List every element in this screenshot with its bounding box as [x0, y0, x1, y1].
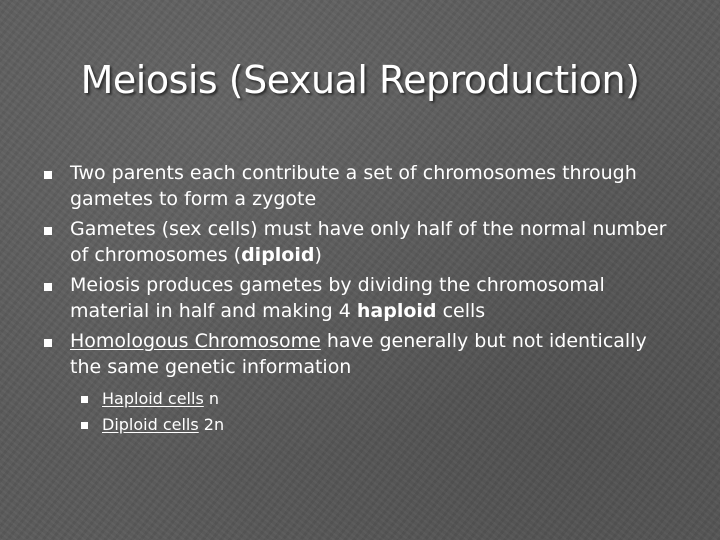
bullet-item [40, 160, 680, 212]
bullet-list [40, 160, 680, 442]
bullet-item [40, 328, 680, 438]
sub-bullet-text: n [203, 389, 220, 408]
bullet-text: Meiosis produces gametes by dividing the chromosomal material in half and making 4 [70, 274, 605, 322]
sub-bullet-text: 2n [198, 415, 225, 434]
bullet-item [40, 272, 680, 324]
sub-bullet-item [70, 386, 680, 412]
haploid-cells-link[interactable]: Haploid cells [102, 389, 204, 408]
bullet-text: Two parents each contribute a set of chromosomes through gametes to form a zygote [70, 162, 637, 210]
bullet-text-suffix: ) [314, 244, 322, 266]
bullet-item [40, 216, 680, 268]
square-bullet-icon [81, 422, 88, 429]
slide-title: Meiosis (Sexual Reproduction) [80, 58, 640, 102]
bold-term-diploid: diploid [241, 244, 315, 266]
bullet-text: Gametes (sex cells) must have only half of the normal number of chromosomes ( [70, 218, 667, 266]
bullet-text-suffix: have generally but not identically the same genetic information [70, 330, 647, 378]
square-bullet-icon [44, 339, 52, 347]
sub-bullet-list [70, 386, 680, 438]
bold-term-haploid: haploid [356, 300, 437, 322]
homologous-chromosome-link[interactable]: Homologous Chromosome [70, 330, 321, 352]
square-bullet-icon [44, 283, 52, 291]
bullet-text-suffix: cells [436, 300, 486, 322]
square-bullet-icon [44, 171, 52, 179]
square-bullet-icon [44, 227, 52, 235]
sub-bullet-item [70, 412, 680, 438]
diploid-cells-link[interactable]: Diploid cells [102, 415, 199, 434]
square-bullet-icon [81, 396, 88, 403]
